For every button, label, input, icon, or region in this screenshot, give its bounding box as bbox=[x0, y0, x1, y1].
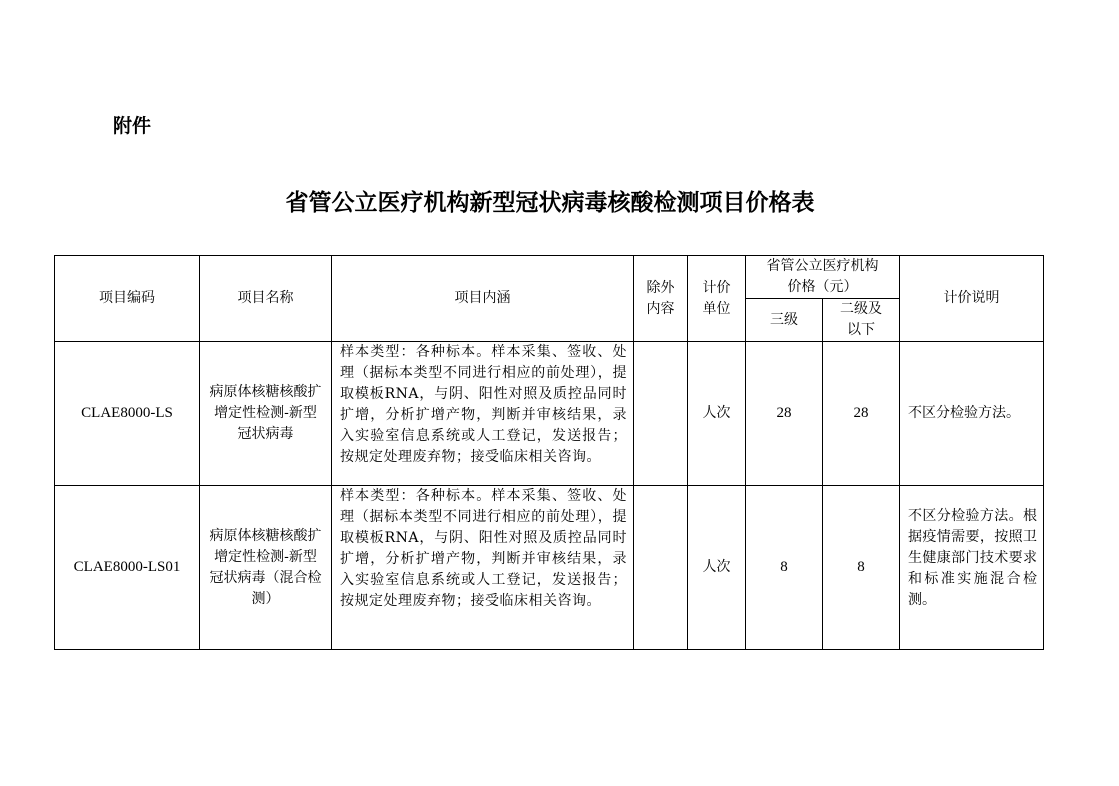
cell-price-level2-below: 28 bbox=[823, 342, 900, 486]
cell-code: CLAE8000-LS01 bbox=[55, 486, 200, 650]
cell-unit: 人次 bbox=[688, 486, 746, 650]
header-level2-below: 二级及以下 bbox=[823, 299, 900, 342]
header-level3: 三级 bbox=[746, 299, 823, 342]
table-row bbox=[55, 342, 1044, 486]
header-unit: 计价单位 bbox=[688, 256, 746, 342]
header-exclusions: 除外内容 bbox=[634, 256, 688, 342]
cell-scope: 样本类型：各种标本。样本采集、签收、处理（据标本类型不同进行相应的前处理），提取模板RNA，与阴、阳性对照及质控品同时扩增，分析扩增产物，判断并审核结果，录入实验室信息系统或人工登记，发送报告；按规定处理废弃物；接受临床相关咨询。 bbox=[332, 342, 634, 486]
cell-scope: 样本类型：各种标本。样本采集、签收、处理（据标本类型不同进行相应的前处理），提取模板RNA，与阴、阳性对照及质控品同时扩增，分析扩增产物，判断并审核结果，录入实验室信息系统或人工登记，发送报告；按规定处理废弃物；接受临床相关咨询。 bbox=[332, 486, 634, 650]
cell-unit: 人次 bbox=[688, 342, 746, 486]
header-note: 计价说明 bbox=[900, 256, 1044, 342]
cell-exclusions bbox=[634, 342, 688, 486]
cell-name: 病原体核糖核酸扩增定性检测-新型冠状病毒 bbox=[200, 342, 332, 486]
header-code: 项目编码 bbox=[55, 256, 200, 342]
header-price-group: 省管公立医疗机构价格（元） bbox=[746, 256, 900, 299]
cell-note: 不区分检验方法。根据疫情需要，按照卫生健康部门技术要求和标准实施混合检测。 bbox=[900, 486, 1044, 650]
cell-name: 病原体核糖核酸扩增定性检测-新型冠状病毒（混合检测） bbox=[200, 486, 332, 650]
cell-code: CLAE8000-LS bbox=[55, 342, 200, 486]
header-scope: 项目内涵 bbox=[332, 256, 634, 342]
cell-price-level3: 28 bbox=[746, 342, 823, 486]
cell-exclusions bbox=[634, 486, 688, 650]
header-name: 项目名称 bbox=[200, 256, 332, 342]
cell-note: 不区分检验方法。 bbox=[900, 342, 1044, 486]
cell-price-level2-below: 8 bbox=[823, 486, 900, 650]
cell-price-level3: 8 bbox=[746, 486, 823, 650]
table-header-row bbox=[55, 256, 1044, 299]
attachment-label: 附件 bbox=[113, 115, 152, 137]
document-title: 省管公立医疗机构新型冠状病毒核酸检测项目价格表 bbox=[285, 189, 815, 216]
table-row bbox=[55, 486, 1044, 650]
price-table bbox=[54, 255, 1044, 650]
